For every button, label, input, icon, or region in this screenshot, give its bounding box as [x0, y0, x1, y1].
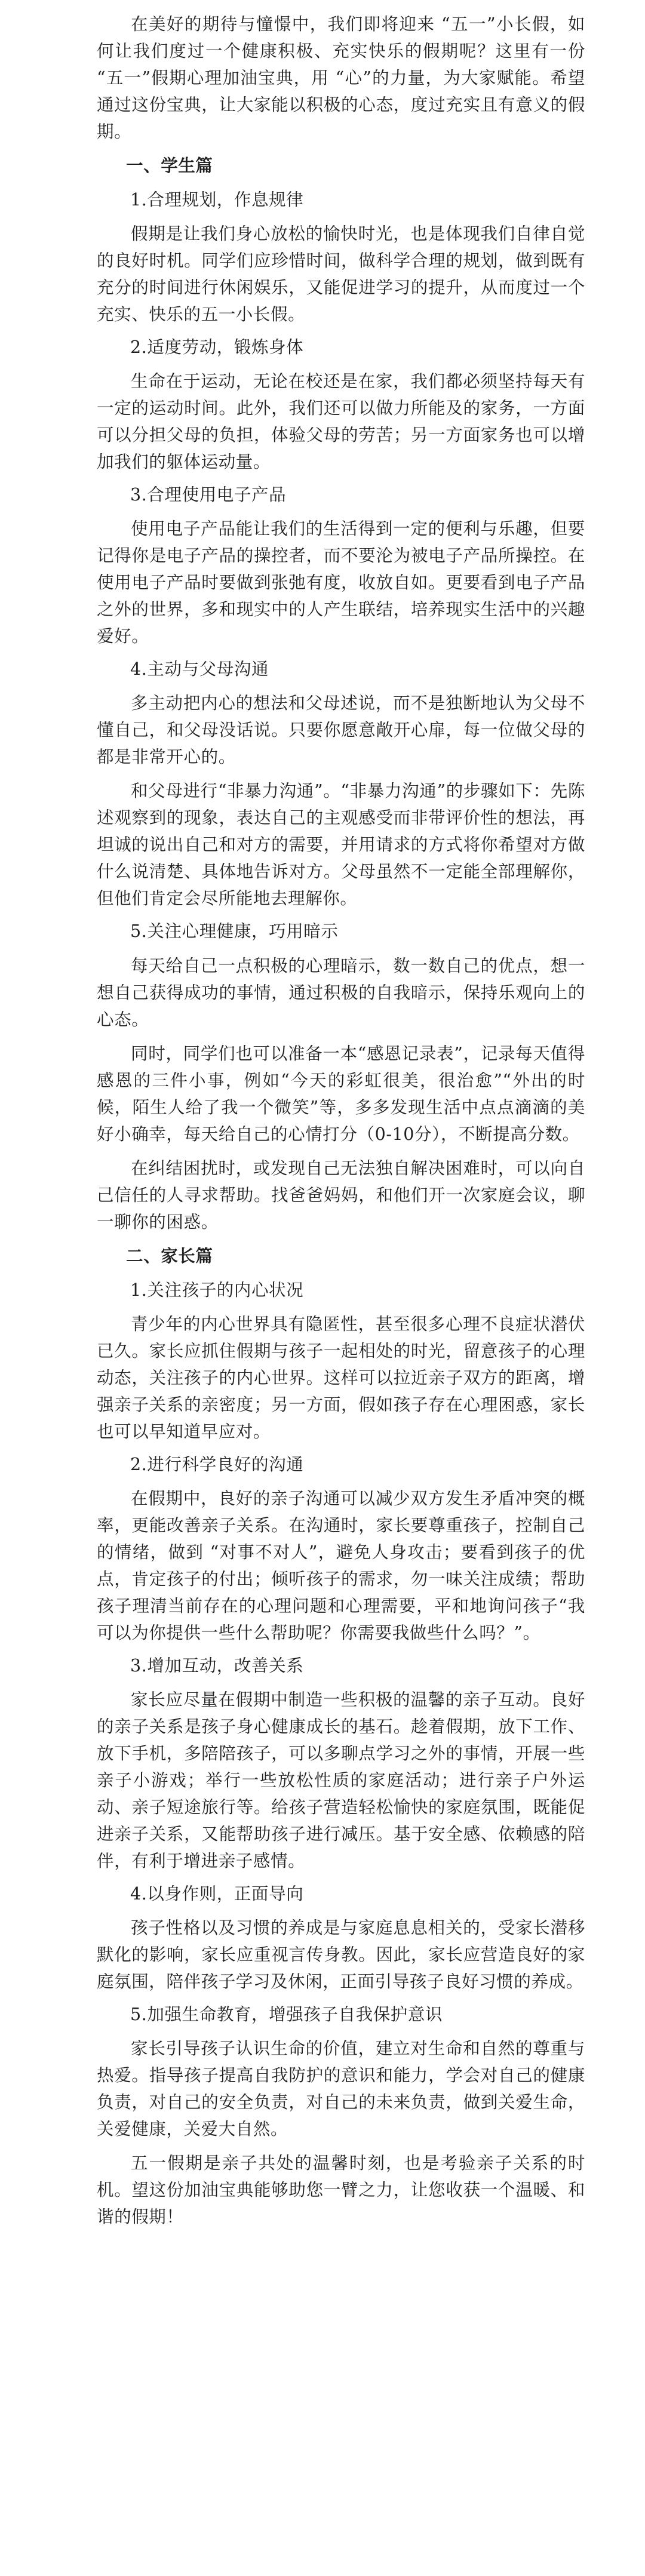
subheading-exercise: 2.适度劳动，锻炼身体 — [130, 337, 304, 358]
subheading-inner-state: 1.关注孩子的内心状况 — [130, 1280, 304, 1300]
paragraph: 同时，同学们也可以准备一本“感恩记录表”，记录每天值得感恩的三件小事，例如“今天的彩虹很美，很治愈”“外出的时候，陌生人给了我一个微笑”等，多多发现生活中点点滴滴的美好小确幸，每天给自己的心情打分（0-10分），不断提高分数。 — [97, 1043, 585, 1144]
paragraph: 使用电子产品能让我们的生活得到一定的便利与乐趣，但要记得你是电子产品的操控者，而不要沦为被电子产品所操控。在使用电子产品时要做到张弛有度，收放自如。更要看到电子产品之外的世界，多和现实中的人产生联结，培养现实生活中的兴趣爱好。 — [97, 519, 585, 647]
paragraph: 家长引导孩子认识生命的价值，建立对生命和自然的尊重与热爱。指导孩子提高自我防护的意识和能力，学会对自己的健康负责，对自己的安全负责，对自己的未来负责，做到关爱生命，关爱健康，关爱大自然。 — [97, 2039, 585, 2140]
subheading-communicate: 4.主动与父母沟通 — [130, 659, 269, 680]
subheading-plan: 1.合理规划，作息规律 — [130, 190, 304, 210]
paragraph: 在假期中，良好的亲子沟通可以减少双方发生矛盾冲突的概率，更能改善亲子关系。在沟通时，家长要尊重孩子，控制自己的情绪，做到 “对事不对人”，避免人身攻击；要看到孩子的优点，肯定孩子的付出；倾听孩子的需求，勿一味关注成绩；帮助孩子理清当前存在的心理问题和心理需要，平和地询问孩子“我可以为你提供一些什么帮助呢？你需要我做些什么吗？”。 — [97, 1488, 585, 1643]
paragraph: 家长应尽量在假期中制造一些积极的温馨的亲子互动。良好的亲子关系是孩子身心健康成长的基石。趁着假期，放下工作、放下手机，多陪陪孩子，可以多聊点学习之外的事情，开展一些亲子小游戏；举行一些放松性质的家庭活动；进行亲子户外运动、亲子短途旅行等。给孩子营造轻松愉快的家庭氛围，既能促进亲子关系，又能帮助孩子进行减压。基于安全感、依赖感的陪伴，有利于增进亲子感情。 — [97, 1689, 585, 1871]
intro-paragraph: 在美好的期待与憧憬中，我们即将迎来 “五一”小长假，如何让我们度过一个健康积极、充实快乐的假期呢？这里有一份 “五一”假期心理加油宝典，用 “心”的力量，为大家赋能。希望通过这份宝典，让大家能以积极的心态，度过充实且有意义的假期。 — [97, 14, 585, 142]
paragraph: 在纠结困扰时，或发现自己无法独自解决困难时，可以向自己信任的人寻求帮助。找爸爸妈妈，和他们开一次家庭会议，聊一聊你的困惑。 — [97, 1158, 585, 1232]
article-body — [97, 11, 585, 2230]
paragraph: 假期是让我们身心放松的愉快时光，也是体现我们自律自觉的良好时机。同学们应珍惜时间，做科学合理的规划，做到既有充分的时间进行休闲娱乐，又能促进学习的提升，从而度过一个充实、快乐的五一小长假。 — [97, 224, 585, 325]
paragraph: 和父母进行“非暴力沟通”。“非暴力沟通”的步骤如下：先陈述观察到的现象，表达自己的主观感受而非带评价性的想法，再坦诚的说出自己和对方的需要，并用请求的方式将你希望对方做什么说清楚、具体地告诉对方。父母虽然不一定能全部理解你，但他们肯定会尽所能地去理解你。 — [97, 781, 585, 909]
paragraph: 孩子性格以及习惯的养成是与家庭息息相关的，受家长潜移默化的影响，家长应重视言传身教。因此，家长应营造良好的家庭氛围，陪伴孩子学习及休闲，正面引导孩子良好习惯的养成。 — [97, 1918, 585, 1992]
paragraph: 生命在于运动，无论在校还是在家，我们都必须坚持每天有一定的运动时间。此外，我们还可以做力所能及的家务，一方面可以分担父母的负担，体验父母的劳苦；另一方面家务也可以增加我们的躯体运动量。 — [97, 371, 585, 472]
section-heading-students: 一、学生篇 — [126, 155, 213, 176]
subheading-good-communication: 2.进行科学良好的沟通 — [130, 1454, 304, 1474]
paragraph: 青少年的内心世界具有隐匿性，甚至很多心理不良症状潜伏已久。家长应抓住假期与孩子一起相处的时光，留意孩子的心理动态，关注孩子的内心世界。这样可以拉近亲子双方的距离，增强亲子关系的亲密度；另一方面，假如孩子存在心理困惑，家长也可以早知道早应对。 — [97, 1314, 585, 1441]
closing-paragraph: 五一假期是亲子共处的温馨时刻，也是考验亲子关系的时机。望这份加油宝典能够助您一臂之力，让您收获一个温暖、和谐的假期！ — [97, 2153, 585, 2227]
paragraph: 多主动把内心的想法和父母述说，而不是独断地认为父母不懂自己，和父母没话说。只要你愿意敞开心扉，每一位做父母的都是非常开心的。 — [97, 693, 585, 767]
subheading-role-model: 4.以身作则，正面导向 — [130, 1884, 304, 1904]
subheading-mental-health: 5.关注心理健康，巧用暗示 — [130, 921, 339, 942]
subheading-interaction: 3.增加互动，改善关系 — [130, 1655, 304, 1676]
section-heading-parents: 二、家长篇 — [126, 1245, 213, 1266]
paragraph: 每天给自己一点积极的心理暗示，数一数自己的优点，想一想自己获得成功的事情，通过积极的自我暗示，保持乐观向上的心态。 — [97, 955, 585, 1029]
subheading-electronics: 3.合理使用电子产品 — [130, 485, 287, 505]
subheading-life-education: 5.加强生命教育，增强孩子自我保护意识 — [130, 2005, 443, 2025]
